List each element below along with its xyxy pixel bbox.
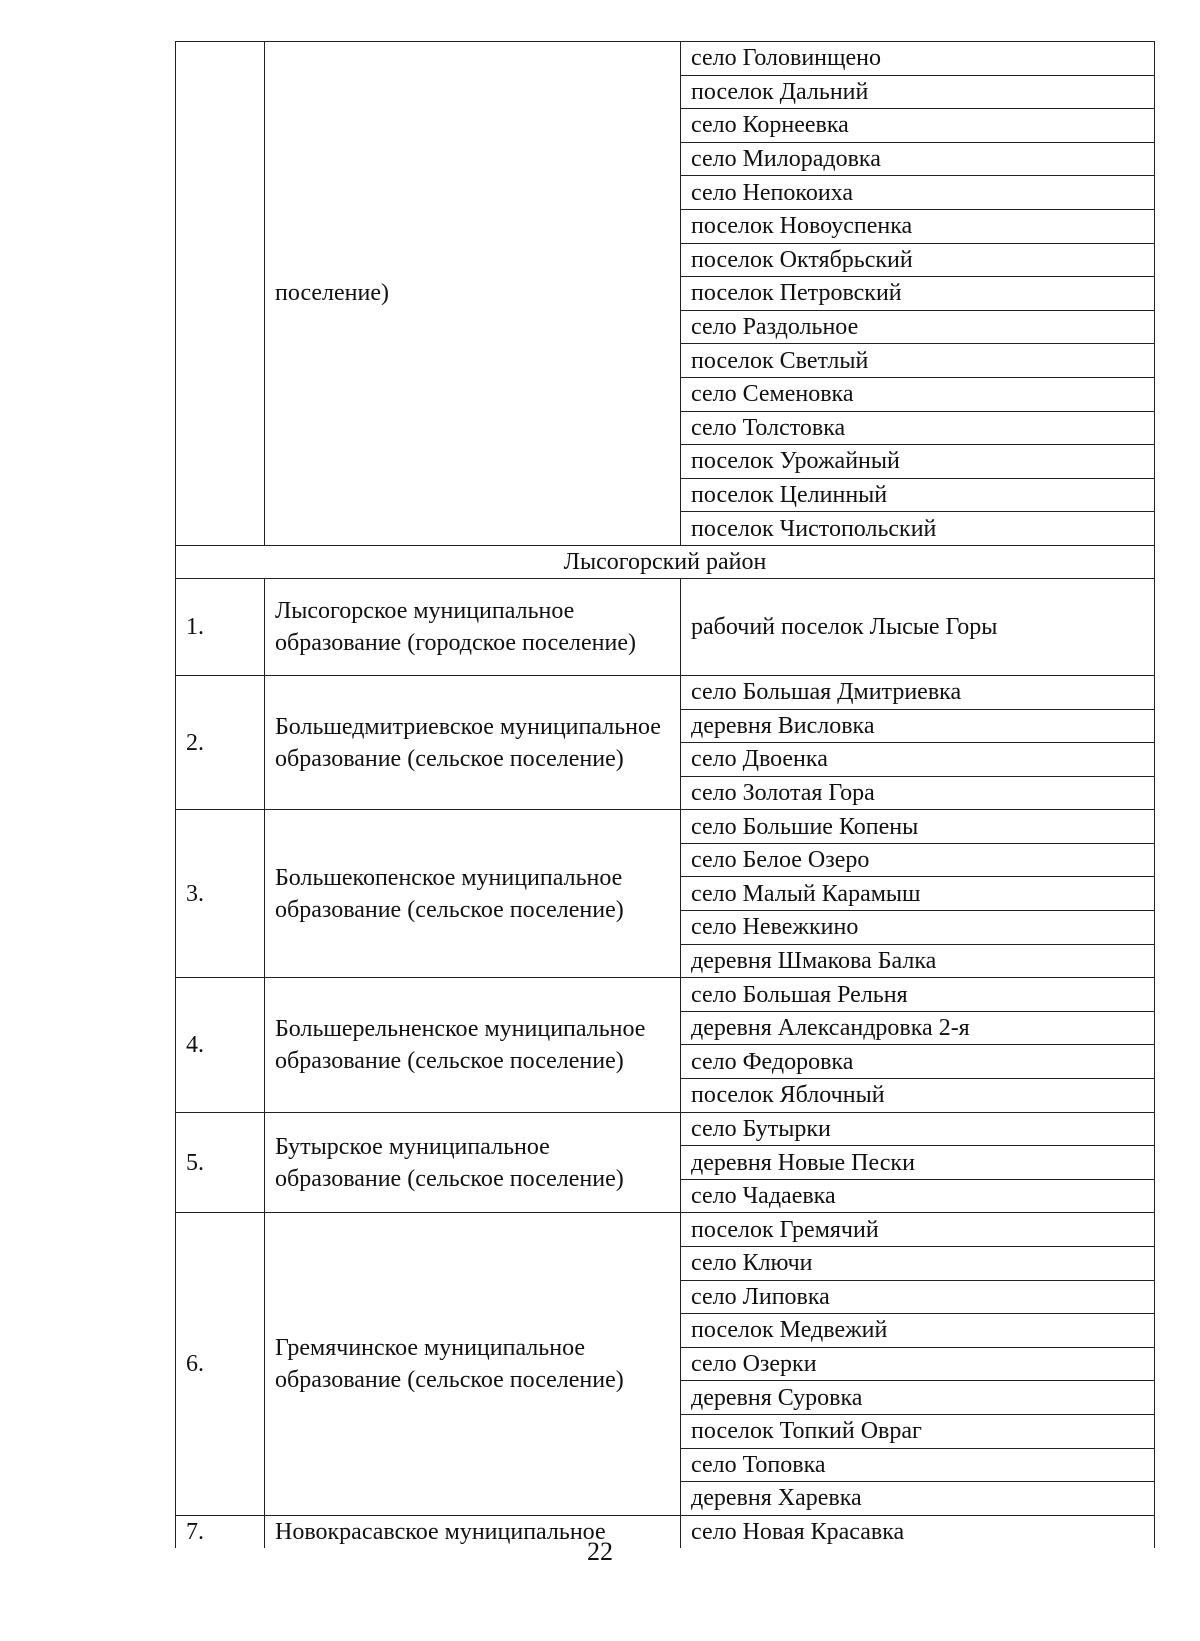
settlement-cell: поселок Светлый xyxy=(681,344,1155,378)
district-heading: Лысогорский район xyxy=(176,545,1155,578)
entry-number: 5. xyxy=(176,1112,265,1213)
settlement-cell: село Толстовка xyxy=(681,411,1155,445)
entry-number: 6. xyxy=(176,1213,265,1515)
settlement-cell: поселок Чистопольский xyxy=(681,512,1155,546)
municipality-name-cell: поселение) xyxy=(265,42,681,546)
settlement-cell: село Озерки xyxy=(681,1347,1155,1381)
settlement-cell: поселок Топкий Овраг xyxy=(681,1414,1155,1448)
municipality-name: Большерельненское муниципальное образование (сельское поселение) xyxy=(265,978,681,1112)
settlement-cell: поселок Гремячий xyxy=(681,1213,1155,1247)
table-row xyxy=(176,675,1155,709)
settlement-cell: село Малый Карамыш xyxy=(681,877,1155,911)
settlement-cell: деревня Шмакова Балка xyxy=(681,944,1155,978)
settlement-cell: поселок Новоуспенка xyxy=(681,209,1155,243)
municipality-name: Лысогорское муниципальное образование (городское поселение) xyxy=(265,578,681,675)
entry-number: 4. xyxy=(176,978,265,1112)
entry-number: 1. xyxy=(176,578,265,675)
settlement-cell: село Золотая Гора xyxy=(681,776,1155,810)
settlement-cell: поселок Октябрьский xyxy=(681,243,1155,277)
settlement-cell: село Милорадовка xyxy=(681,142,1155,176)
municipality-name: Новокрасавское муниципальное xyxy=(265,1515,681,1548)
district-row xyxy=(176,545,1155,578)
settlement-cell: село Семеновка xyxy=(681,377,1155,411)
municipality-name: Бутырское муниципальное образование (сельское поселение) xyxy=(265,1112,681,1213)
settlement-cell: село Невежкино xyxy=(681,911,1155,945)
table-row xyxy=(176,1213,1155,1247)
settlement-cell: поселок Медвежий xyxy=(681,1314,1155,1348)
settlement-cell: деревня Новые Пески xyxy=(681,1146,1155,1180)
settlement-cell: село Большие Копены xyxy=(681,810,1155,844)
settlement-cell: село Чадаевка xyxy=(681,1179,1155,1213)
entry-number-cell xyxy=(176,42,265,546)
settlement-cell: поселок Урожайный xyxy=(681,445,1155,479)
settlement-cell: село Головинщено xyxy=(681,42,1155,76)
settlement-cell: деревня Суровка xyxy=(681,1381,1155,1415)
settlement-cell: поселок Яблочный xyxy=(681,1079,1155,1113)
entry-number: 2. xyxy=(176,675,265,809)
settlement-cell: деревня Висловка xyxy=(681,709,1155,743)
table-row xyxy=(176,978,1155,1012)
settlement-cell: деревня Александровка 2-я xyxy=(681,1011,1155,1045)
municipality-name: Большекопенское муниципальное образование (сельское поселение) xyxy=(265,810,681,978)
settlement-cell: рабочий поселок Лысые Горы xyxy=(681,578,1155,675)
settlement-cell: село Непокоиха xyxy=(681,176,1155,210)
settlement-cell: село Белое Озеро xyxy=(681,843,1155,877)
settlement-cell: село Новая Красавка xyxy=(681,1515,1155,1548)
settlement-cell: село Топовка xyxy=(681,1448,1155,1482)
settlement-cell: село Федоровка xyxy=(681,1045,1155,1079)
settlement-cell: поселок Целинный xyxy=(681,478,1155,512)
settlement-cell: село Ключи xyxy=(681,1247,1155,1281)
settlement-cell: село Раздольное xyxy=(681,310,1155,344)
settlement-cell: поселок Петровский xyxy=(681,277,1155,311)
page-number: 22 xyxy=(587,1537,613,1566)
table-row xyxy=(176,810,1155,844)
settlements-table xyxy=(175,41,1155,1548)
settlement-cell: село Бутырки xyxy=(681,1112,1155,1146)
entry-number: 3. xyxy=(176,810,265,978)
settlement-cell: село Корнеевка xyxy=(681,109,1155,143)
table-row xyxy=(176,578,1155,675)
municipality-name: Большедмитриевское муниципальное образование (сельское поселение) xyxy=(265,675,681,809)
settlement-cell: село Липовка xyxy=(681,1280,1155,1314)
settlement-cell: село Большая Рельня xyxy=(681,978,1155,1012)
settlements-table-body xyxy=(176,42,1155,1549)
entry-number: 7. xyxy=(176,1515,265,1548)
settlement-cell: поселок Дальний xyxy=(681,75,1155,109)
settlement-cell: деревня Харевка xyxy=(681,1482,1155,1516)
settlement-cell: село Большая Дмитриевка xyxy=(681,675,1155,709)
table-row xyxy=(176,1112,1155,1146)
settlement-cell: село Двоенка xyxy=(681,743,1155,777)
table-row xyxy=(176,42,1155,76)
municipality-name: Гремячинское муниципальное образование (сельское поселение) xyxy=(265,1213,681,1515)
